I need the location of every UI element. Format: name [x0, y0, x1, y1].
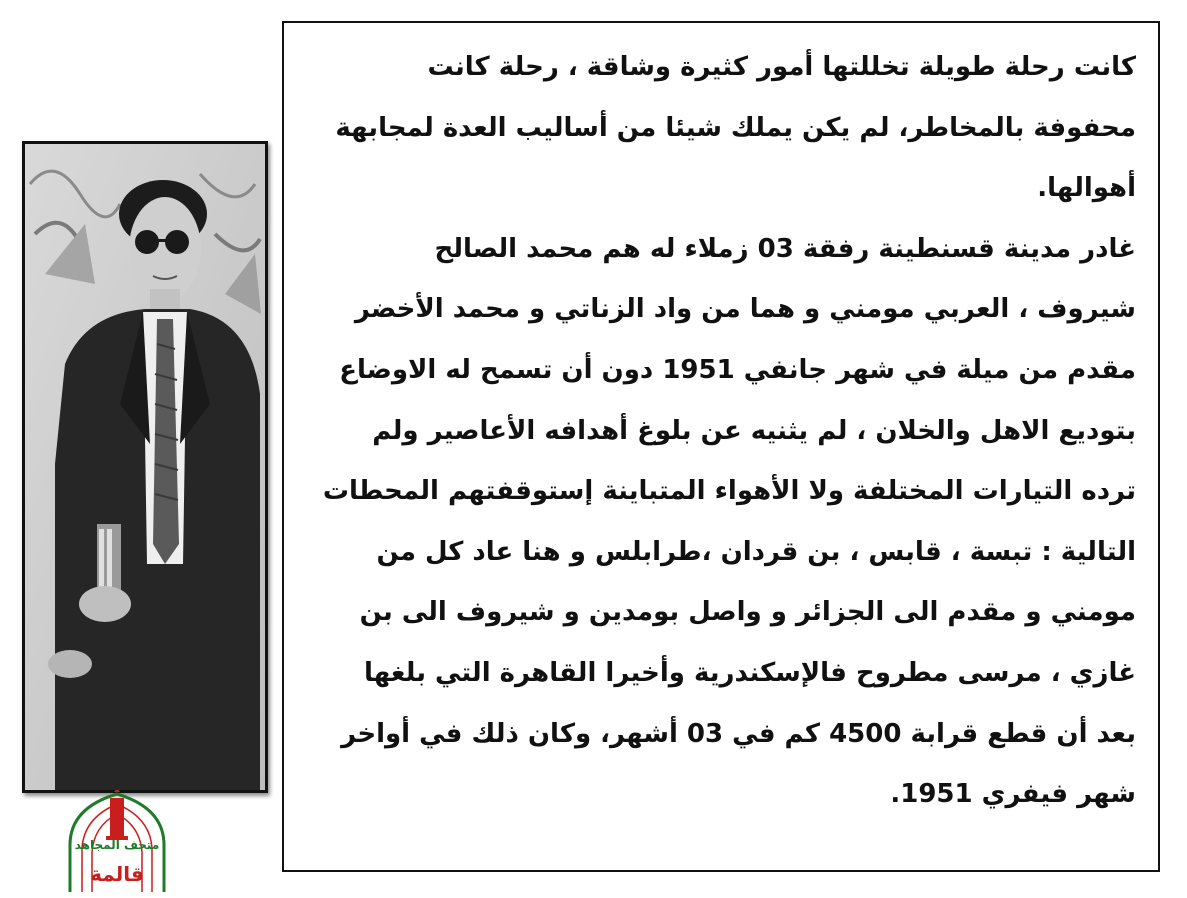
- logo-text-name: متحف المجاهد: [74, 838, 160, 852]
- article-line: شيروف ، العربي مومني و هما من واد الزناتي و محمد الأخضر: [354, 294, 1136, 325]
- article-line: التالية : تبسة ، قابس ، بن قردان ،طرابلس و هنا عاد كل من: [376, 536, 1136, 567]
- article-line: كانت رحلة طويلة تخللتها أمور كثيرة وشاقة ، رحلة كانت: [427, 52, 1136, 82]
- article-line: بعد أن قطع قرابة 4500 كم في 03 أشهر، وكان ذلك في أواخر: [341, 718, 1136, 749]
- logo-text-city: قالمة: [90, 862, 144, 886]
- article-line: مومني و مقدم الى الجزائر و واصل بومدين و شيروف الى بن: [359, 597, 1136, 628]
- portrait-photo: [22, 141, 268, 793]
- article-text-box: [282, 21, 1160, 872]
- article-line: شهر فيفري 1951.: [890, 779, 1136, 810]
- article-line: مقدم من ميلة في شهر جانفي 1951 دون أن تسمح له الاوضاع: [339, 354, 1136, 385]
- portrait-illustration: [25, 144, 265, 790]
- article-line: أهوالها.: [1037, 173, 1136, 204]
- article-line: غادر مدينة قسنطينة رفقة 03 زملاء له هم محمد الصالح: [434, 233, 1136, 264]
- museum-logo: [62, 790, 172, 894]
- article-line: ترده التيارات المختلفة ولا الأهواء المتباينة إستوقفتهم المحطات: [322, 476, 1136, 507]
- article-line: غازي ، مرسى مطروح فالإسكندرية وأخيرا القاهرة التي بلغها: [363, 657, 1136, 688]
- article-line: محفوفة بالمخاطر، لم يكن يملك شيئا من أساليب العدة لمجابهة: [335, 112, 1136, 143]
- article-line: بتوديع الاهل والخلان ، لم يثنيه عن بلوغ أهدافه الأعاصير ولم: [372, 415, 1136, 446]
